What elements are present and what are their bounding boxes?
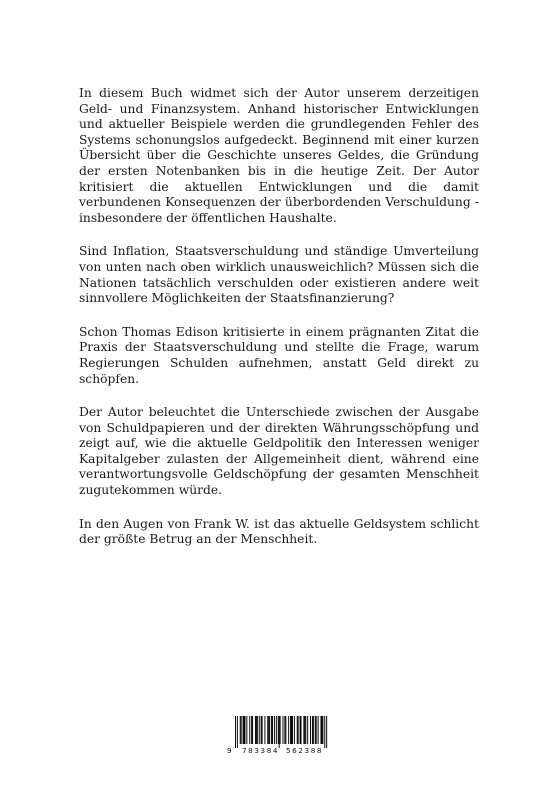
barcode-digit-group-2: 562388 bbox=[286, 746, 324, 755]
description-paragraph-2: Sind Inflation, Staatsverschuldung und ständige Umverteilung von unten nach oben wirklich unausweichlich? Müssen sich die Nationen tatsächlich verschulden oder existieren andere weit sinnvollere Möglichkeiten der Staatsfinanzierung? bbox=[79, 244, 479, 306]
description-paragraph-4: Der Autor beleuchtet die Unterschiede zwischen der Ausgabe von Schuldpapieren und der direkten Währungsschöpfung und zeigt auf, wie die aktuelle Geldpolitik den Interessen weniger Kapitalgeber zulasten der Allgemeinheit dient, während eine verantwortungsvolle Geldschöpfung der gesamten Menschheit zugutekommen würde. bbox=[79, 405, 479, 498]
barcode-bar bbox=[300, 716, 301, 744]
barcode-bar bbox=[316, 716, 317, 744]
barcode-bar bbox=[244, 716, 245, 744]
barcode-bar bbox=[243, 716, 244, 744]
barcode-bar bbox=[304, 716, 305, 744]
barcode-bar bbox=[267, 716, 268, 744]
barcode-bar bbox=[326, 716, 327, 748]
description-paragraph-3: Schon Thomas Edison kritisierte in einem prägnanten Zitat die Praxis der Staatsverschuldung und stellte die Frage, warum Regierungen Schulden aufnehmen, anstatt Geld direkt zu schöpfen. bbox=[79, 324, 479, 386]
barcode-bar bbox=[256, 716, 257, 744]
barcode-bars bbox=[227, 716, 331, 748]
barcode-bar bbox=[305, 716, 306, 744]
barcode-bar bbox=[298, 716, 299, 744]
barcode-lead-digit: 9 bbox=[227, 746, 232, 755]
barcode-bar bbox=[261, 716, 262, 744]
barcode-bar bbox=[297, 716, 298, 744]
barcode-bar bbox=[290, 716, 291, 744]
barcode-bar bbox=[279, 716, 280, 748]
barcode-bar bbox=[235, 716, 236, 748]
barcode-bar bbox=[307, 716, 308, 744]
barcode-bar bbox=[291, 716, 292, 744]
isbn-barcode bbox=[227, 716, 331, 756]
barcode-bar bbox=[303, 716, 304, 744]
barcode-bar bbox=[251, 716, 252, 744]
barcode-bar bbox=[283, 716, 284, 744]
barcode-bar bbox=[268, 716, 269, 744]
description-paragraph-1: In diesem Buch widmet sich der Autor unserem derzeitigen Geld- und Finanzsystem. Anhand historischer Entwicklungen und aktueller Beispiele werden die grundlegenden Fehler des Systems schonungslos aufgedeckt. Beginnend mit einer kurzen Übersicht über die Geschichte unseres Geldes, die Gründung der ersten Notenbanken bis in die heutige Zeit. Der Autor kritisiert die aktuellen Entwicklungen und die damit verbundenen Konsequenzen der überbordenden Verschuldung - insbesondere der öffentlichen Haushalte. bbox=[79, 86, 479, 225]
barcode-digit-group-1: 783384 bbox=[242, 746, 280, 755]
barcode-bar bbox=[264, 716, 265, 744]
barcode-bar bbox=[257, 716, 258, 744]
barcode-bar bbox=[301, 716, 302, 744]
description-paragraph-5: In den Augen von Frank W. ist das aktuelle Geldsystem schlicht der größte Betrug an der Menschheit. bbox=[79, 516, 479, 547]
barcode-bar bbox=[322, 716, 323, 744]
barcode-bar bbox=[271, 716, 272, 744]
barcode-bar bbox=[288, 716, 289, 744]
barcode-bar bbox=[280, 716, 281, 744]
barcode-bar bbox=[321, 716, 322, 744]
barcode-bar bbox=[245, 716, 246, 744]
barcode-bar bbox=[318, 716, 319, 744]
barcode-bar bbox=[312, 716, 313, 744]
barcode-bar bbox=[252, 716, 253, 744]
barcode-bar bbox=[262, 716, 263, 744]
barcode-bar bbox=[310, 716, 311, 744]
barcode-bar bbox=[240, 716, 241, 744]
barcode-bar bbox=[274, 716, 275, 744]
barcode-bar bbox=[276, 716, 277, 744]
barcode-bar bbox=[259, 716, 260, 744]
barcode-bar bbox=[241, 716, 242, 744]
barcode-number bbox=[227, 746, 331, 756]
barcode-bar bbox=[249, 716, 250, 744]
barcode-bar bbox=[284, 716, 285, 744]
book-description bbox=[79, 86, 479, 566]
barcode-bar bbox=[313, 716, 314, 744]
barcode-bar bbox=[237, 716, 238, 748]
barcode-bar bbox=[294, 716, 295, 744]
barcode-bar bbox=[292, 716, 293, 744]
barcode-bar bbox=[324, 716, 325, 748]
barcode-bar bbox=[269, 716, 270, 744]
barcode-bar bbox=[272, 716, 273, 744]
barcode-bar bbox=[321, 716, 322, 744]
barcode-bar bbox=[285, 716, 286, 744]
barcode-bar bbox=[255, 716, 256, 744]
barcode-bar bbox=[315, 716, 316, 744]
barcode-bar bbox=[278, 716, 279, 744]
barcode-bar bbox=[246, 716, 247, 744]
